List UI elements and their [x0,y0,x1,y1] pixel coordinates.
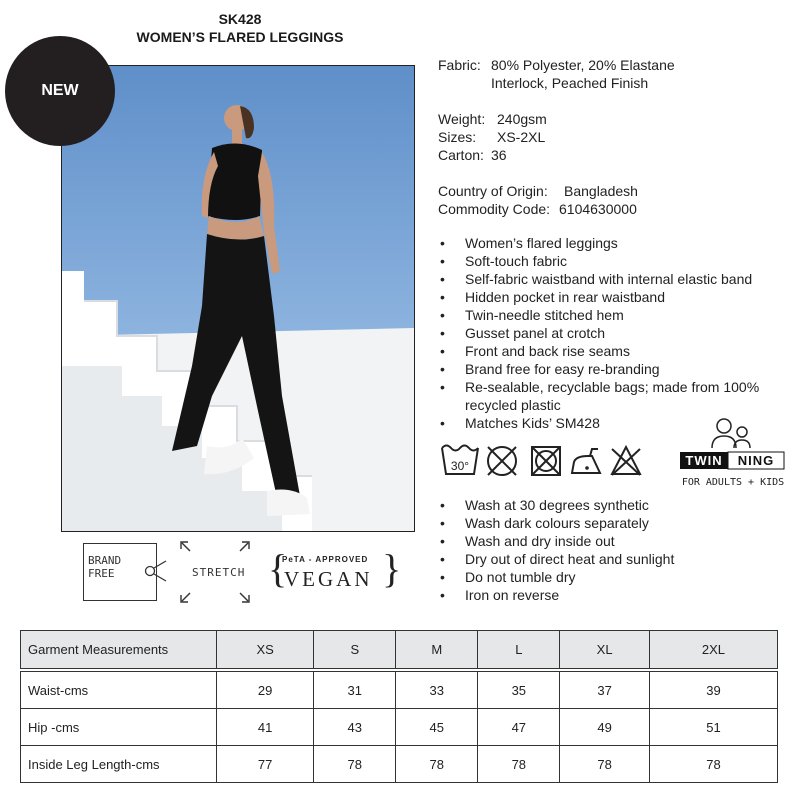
list-item: • Wash dark colours separately [438,514,798,532]
table-header-cell: Garment Measurements [21,631,217,669]
peta-approved: PeTA - APPROVED [282,555,369,564]
table-cell: 45 [396,709,478,746]
brand-free-line2: FREE [88,567,115,580]
table-cell: 33 [396,672,478,709]
table-cell: 78 [560,746,650,783]
no-bleach-triangle-icon [612,447,640,475]
table-row [21,672,778,709]
table-cell: Hip -cms [21,709,217,746]
fabric-label: Fabric: [438,57,481,73]
weight-value: 240gsm [497,111,547,127]
fabric-finish: Interlock, Peached Finish [491,75,649,91]
table-cell: 31 [314,672,396,709]
table-cell: 37 [560,672,650,709]
new-badge: NEW [5,36,115,146]
list-item: • Brand free for easy re-branding [438,360,798,378]
origin-label: Country of Origin: [438,183,548,199]
carton-value: 36 [491,147,507,163]
list-item: • Front and back rise seams [438,342,798,360]
twinning-logo [666,414,800,490]
list-item: • Wash at 30 degrees synthetic [438,496,798,514]
table-cell: 35 [478,672,560,709]
list-item: • Iron on reverse [438,586,798,604]
table-cell: Waist-cms [21,672,217,709]
carton-label: Carton: [438,147,484,163]
twinning-twin: TWIN [685,453,723,468]
table-header-cell: 2XL [649,631,777,669]
list-item: • Dry out of direct heat and sunlight [438,550,798,568]
table-cell: 41 [217,709,314,746]
table-cell: 78 [396,746,478,783]
table-header-cell: XS [217,631,314,669]
brand-free-line1: BRAND [88,554,122,567]
commodity-value: 6104630000 [559,201,637,217]
table-cell: 78 [649,746,777,783]
twinning-people-icon [712,419,750,448]
table-cell: 49 [560,709,650,746]
no-tumble-dry-icon [532,447,560,475]
table-header-cell: XL [560,631,650,669]
feature-list [438,234,798,432]
product-photo [61,65,415,532]
fabric-value: 80% Polyester, 20% Elastane [491,57,675,73]
list-item: • Self-fabric waistband with internal elastic band [438,270,798,288]
table-cell: 47 [478,709,560,746]
twinning-ning: NING [737,453,775,468]
table-header-row [21,631,778,669]
sizes-value: XS-2XL [497,129,546,145]
twinning-subtitle: FOR ADULTS + KIDS [681,477,785,488]
product-code: SK428 [218,11,262,27]
peta-vegan-badge: { PeTA - APPROVED VEGAN } [268,546,402,591]
list-item: • Gusset panel at crotch [438,324,798,342]
list-item: • Matches Kids’ SM428 [438,414,798,432]
list-item: • Hidden pocket in rear waistband [438,288,798,306]
list-item: • Re-sealable, recyclable bags; made from 100% recycled plastic [438,378,798,414]
list-item: • Soft-touch fabric [438,252,798,270]
care-symbols [440,440,650,480]
table-cell: 77 [217,746,314,783]
table-cell: 78 [314,746,396,783]
no-bleach-icon [488,447,516,475]
table-cell: Inside Leg Length-cms [21,746,217,783]
table-cell: 43 [314,709,396,746]
table-header-cell: M [396,631,478,669]
list-item: • Do not tumble dry [438,568,798,586]
table-header-cell: S [314,631,396,669]
stretch-label: STRETCH [192,566,246,579]
table-cell: 51 [649,709,777,746]
table-cell: 39 [649,672,777,709]
table-cell: 29 [217,672,314,709]
weight-label: Weight: [438,111,486,127]
tag-icon [140,555,170,585]
origin-value: Bangladesh [564,183,638,199]
commodity-label: Commodity Code: [438,201,551,217]
product-header [100,10,380,46]
table-header-cell: L [478,631,560,669]
list-item: • Twin-needle stitched hem [438,306,798,324]
table-row [21,746,778,783]
sizes-label: Sizes: [438,129,477,145]
product-name: WOMEN’S FLARED LEGGINGS [136,29,344,45]
table-row [21,709,778,746]
measurements-table [20,630,778,783]
table-cell: 78 [478,746,560,783]
wash-temp: 30° [450,459,470,473]
spec-block [438,56,675,218]
vegan-text: VEGAN [284,567,373,591]
care-list [438,496,798,604]
list-item: • Women’s flared leggings [438,234,798,252]
iron-low-icon [572,449,600,473]
wash-30-icon [442,446,478,475]
list-item: • Wash and dry inside out [438,532,798,550]
